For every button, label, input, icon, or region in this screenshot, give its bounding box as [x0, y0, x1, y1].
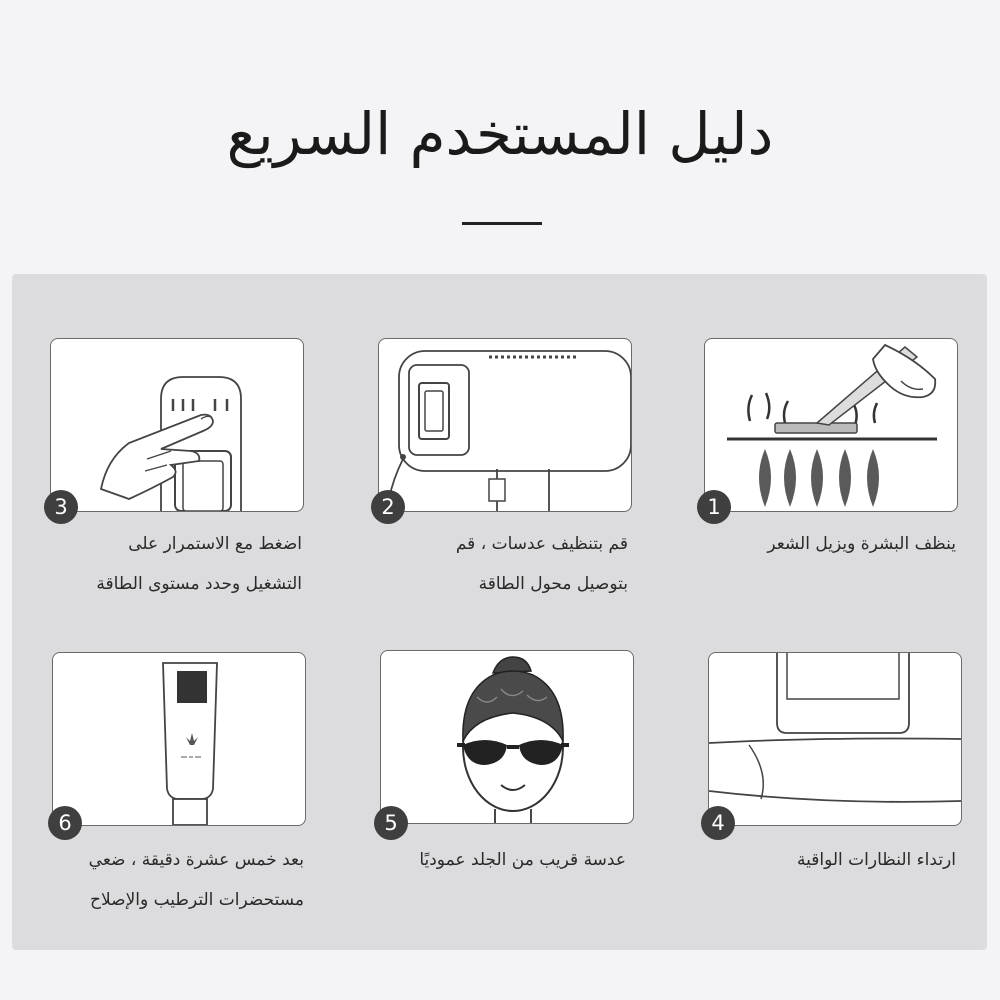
step-6-caption [34, 840, 304, 920]
step-2-caption [358, 524, 628, 604]
protective-goggles-box-icon [709, 653, 961, 825]
step-2-caption-line-1: قم بتنظيف عدسات ، قم [455, 534, 628, 554]
step-2-number-badge: 2 [371, 490, 405, 524]
step-1-caption-line-1: ينظف البشرة ويزيل الشعر [767, 534, 956, 554]
step-6-illustration [52, 652, 306, 826]
page-title: دليل المستخدم السريع [226, 100, 774, 168]
step-2-illustration [378, 338, 632, 512]
step-4-caption [686, 840, 956, 880]
steps-panel [12, 274, 987, 950]
step-6-caption-line-1: بعد خمس عشرة دقيقة ، ضعي [88, 850, 304, 870]
step-2-caption-line-2: بتوصيل محول الطاقة [478, 574, 628, 594]
step-1-illustration [704, 338, 958, 512]
moisturizing-cream-tube-icon [53, 653, 305, 825]
step-5-number-badge: 5 [374, 806, 408, 840]
step-1-caption [686, 524, 956, 564]
step-5-illustration [380, 650, 634, 824]
step-3-number-badge: 3 [44, 490, 78, 524]
step-6-number-badge: 6 [48, 806, 82, 840]
step-4-number-badge: 4 [701, 806, 735, 840]
title-underline [462, 222, 542, 225]
device-power-adapter-icon [379, 339, 631, 511]
step-3-caption-line-2: التشغيل وحدد مستوى الطاقة [96, 574, 302, 594]
press-power-button-icon [51, 339, 303, 511]
step-4-illustration [708, 652, 962, 826]
step-4-caption-line-1: ارتداء النظارات الواقية [797, 850, 956, 870]
step-3-caption [32, 524, 302, 604]
step-3-caption-line-1: اضغط مع الاستمرار على [128, 534, 302, 554]
step-1-number-badge: 1 [697, 490, 731, 524]
step-5-caption [356, 840, 626, 880]
step-5-caption-line-1: عدسة قريب من الجلد عموديًا [419, 850, 626, 870]
razor-shaving-icon [705, 339, 957, 511]
step-6-caption-line-2: مستحضرات الترطيب والإصلاح [90, 890, 304, 910]
step-3-illustration [50, 338, 304, 512]
person-wearing-goggles-icon [381, 651, 633, 823]
